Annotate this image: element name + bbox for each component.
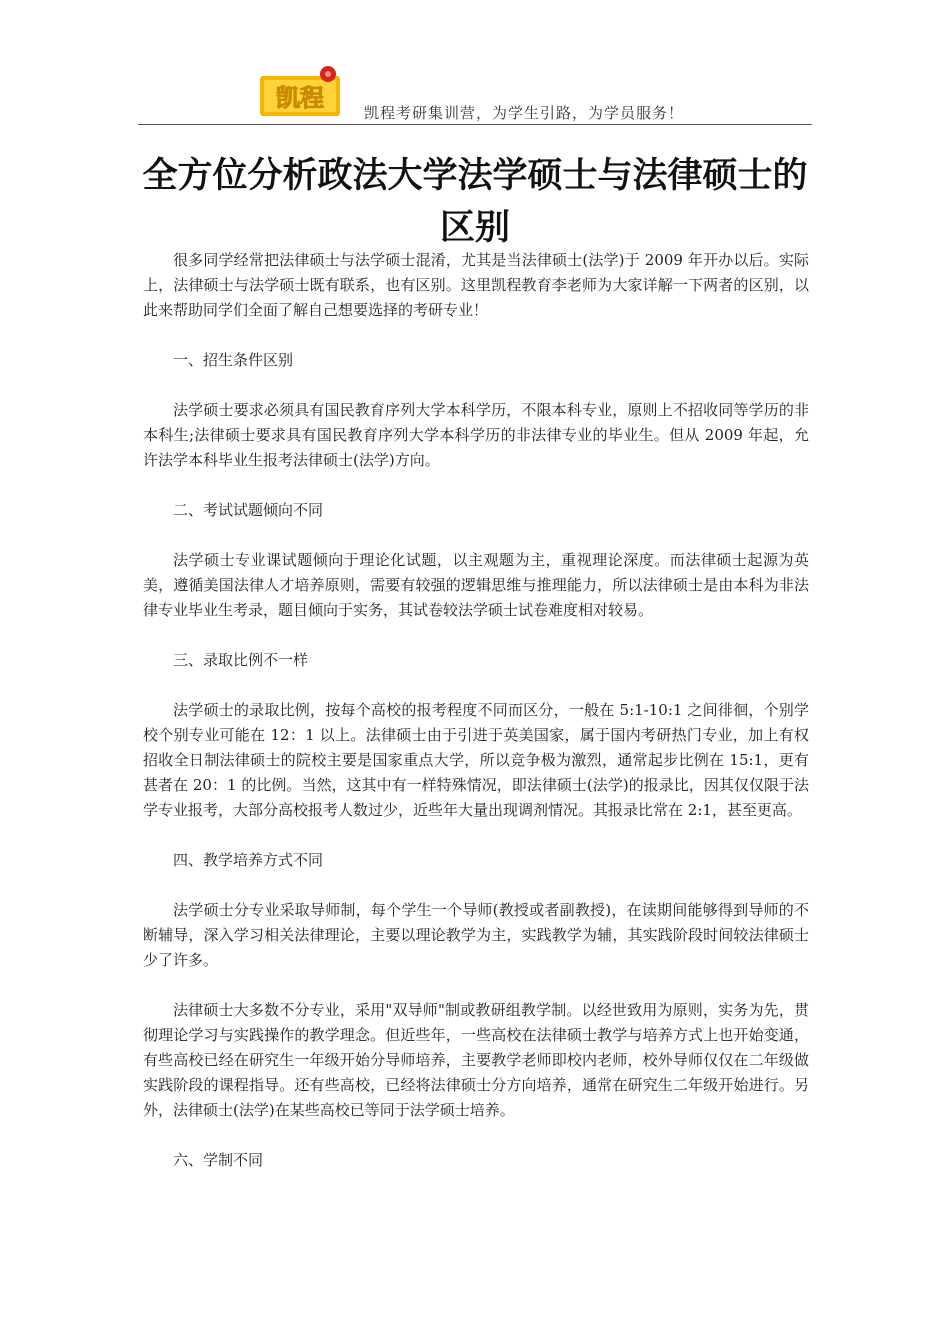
section-2-paragraph: 法学硕士专业课试题倾向于理论化试题，以主观题为主，重视理论深度。而法律硕士起源为英美，遵循美国法律人才培养原则，需要有较强的逻辑思维与推理能力，所以法律硕士是由本科为非法律专业毕业生考录，题目倾向于实务，其试卷较法学硕士试卷难度相对较易。 — [143, 551, 809, 619]
section-4-paragraph-1: 法学硕士分专业采取导师制，每个学生一个导师(教授或者副教授)，在读期间能够得到导师的不断辅导，深入学习相关法律理论，主要以理论教学为主，实践教学为辅，其实践阶段时间较法律硕士少了许多。 — [143, 901, 809, 969]
article-body — [143, 248, 809, 1173]
intro-paragraph: 很多同学经常把法律硕士与法学硕士混淆，尤其是当法律硕士(法学)于 2009 年开办以后。实际上，法律硕士与法学硕士既有联系，也有区别。这里凯程教育李老师为大家详解一下两者的区别，以此来帮助同学们全面了解自己想要选择的考研专业！ — [143, 251, 809, 319]
header-divider — [138, 124, 812, 125]
section-heading-4: 四、教学培养方式不同 — [173, 851, 324, 869]
section-4-paragraph-2: 法律硕士大多数不分专业，采用"双导师"制或教研组教学制。以经世致用为原则，实务为先，贯彻理论学习与实践操作的教学理念。但近些年，一些高校在法律硕士教学与培养方式上也开始变通，有些高校已经在研究生一年级开始分导师培养，主要教学老师即校内老师，校外导师仅仅在二年级做实践阶段的课程指导。还有些高校，已经将法律硕士分方向培养，通常在研究生二年级开始进行。另外，法律硕士(法学)在某些高校已等同于法学硕士培养。 — [143, 1001, 809, 1119]
header-slogan: 凯程考研集训营，为学生引路，为学员服务！ — [364, 104, 685, 122]
section-heading-1: 一、招生条件区别 — [173, 351, 294, 369]
section-1-paragraph: 法学硕士要求必须具有国民教育序列大学本科学历，不限本科专业，原则上不招收同等学历的非本科生;法律硕士要求具有国民教育序列大学本科学历的非法律专业的毕业生。但从 2009 年起，允许法学本科毕业生报考法律硕士(法学)方向。 — [143, 401, 809, 469]
page-title: 全方位分析政法大学法学硕士与法律硕士的区别 — [142, 155, 808, 248]
section-3-paragraph: 法学硕士的录取比例，按每个高校的报考程度不同而区分，一般在 5:1-10:1 之间徘徊，个别学校个别专业可能在 12：1 以上。法律硕士由于引进于英美国家，属于国内考研热门专业，加上有权招收全日制法律硕士的院校主要是国家重点大学，所以竞争极为激烈，通常起步比例在 15:1，更有甚者在 20：1 的比例。当然，这其中有一样特殊情况，即法律硕士(法学)的报录比，因其仅仅限于法学专业报考，大部分高校报考人数过少，近些年大量出现调剂情况。其报录比常在 2:1，甚至更高。 — [143, 701, 809, 819]
kaicheng-logo — [256, 64, 344, 120]
section-heading-2: 二、考试试题倾向不同 — [173, 501, 324, 519]
page-header — [138, 62, 812, 126]
section-heading-6: 六、学制不同 — [173, 1151, 264, 1169]
section-heading-3: 三、录取比例不一样 — [173, 651, 309, 669]
logo-text: 凯程 — [276, 84, 324, 112]
